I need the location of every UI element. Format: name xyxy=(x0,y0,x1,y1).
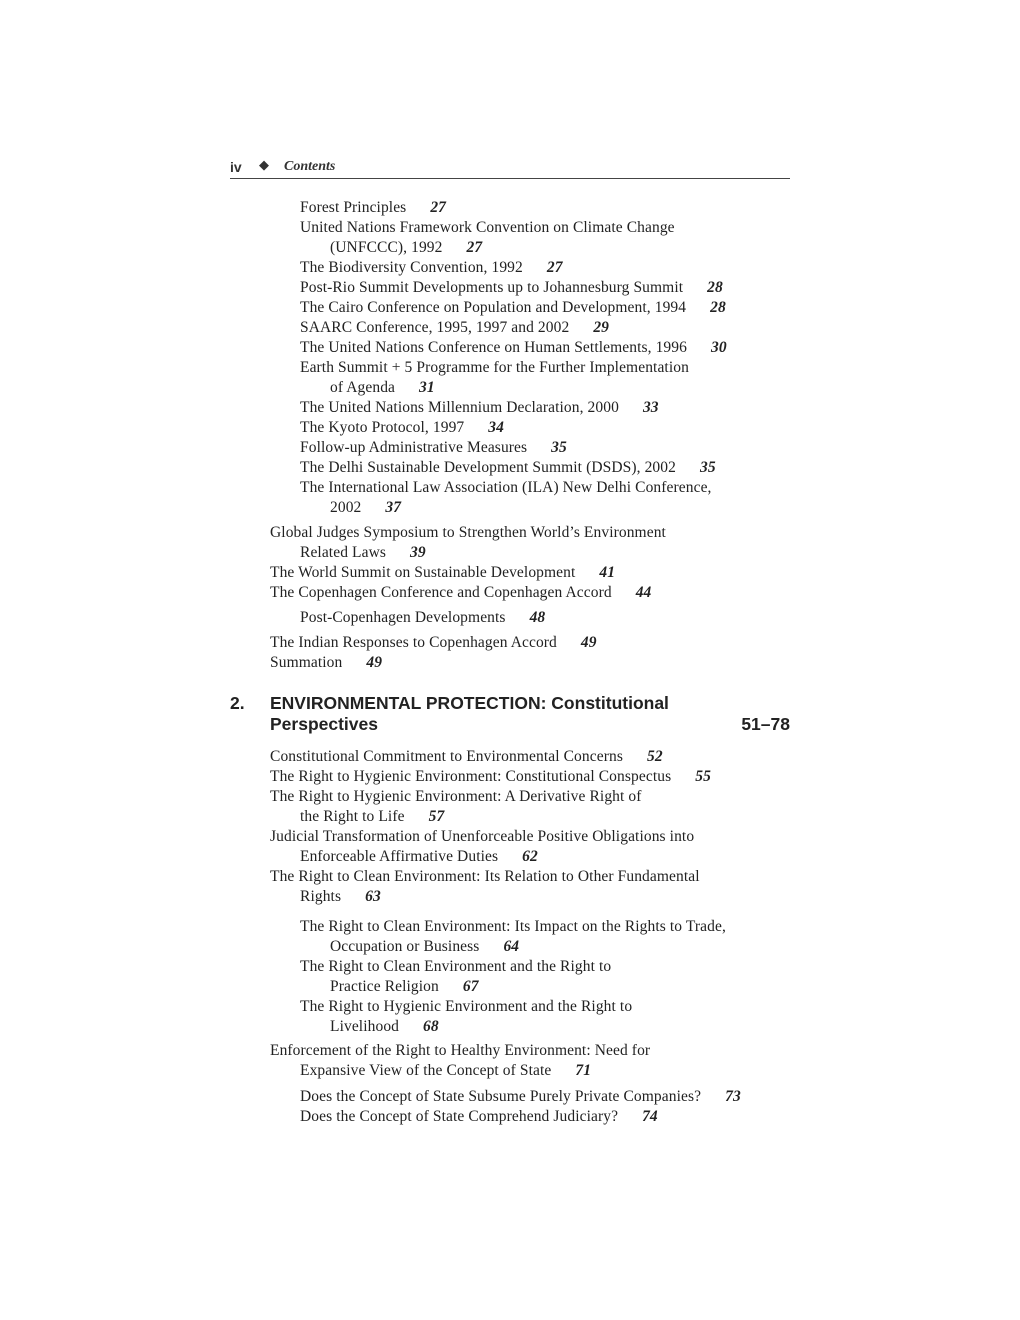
toc-entry-page: 49 xyxy=(580,634,597,651)
toc-entry xyxy=(300,418,504,438)
toc-entry-text: Enforcement of the Right to Healthy Environment: Need for xyxy=(270,1042,651,1059)
toc-entry xyxy=(300,338,727,358)
toc-entry-page: 71 xyxy=(575,1062,592,1079)
toc-entry-continuation xyxy=(300,1061,591,1081)
toc-entry-continuation xyxy=(300,543,426,563)
toc-entry xyxy=(300,917,726,937)
toc-entry-page: 35 xyxy=(551,439,567,456)
toc-entry xyxy=(300,278,723,298)
toc-entry xyxy=(300,1087,741,1107)
toc-entry-page: 30 xyxy=(710,339,727,356)
toc-entry xyxy=(270,787,642,807)
toc-entry xyxy=(300,198,446,218)
toc-entry-continuation xyxy=(300,807,444,827)
toc-entry-text: Constitutional Commitment to Environmental Concerns xyxy=(270,748,623,765)
toc-entry-page: 57 xyxy=(428,808,445,825)
toc-entry-text: Expansive View of the Concept of State xyxy=(300,1062,552,1079)
toc-entry xyxy=(300,997,632,1017)
toc-entry-page: 44 xyxy=(635,584,652,601)
toc-entry-text: Earth Summit + 5 Programme for the Further Implementation xyxy=(300,359,689,376)
diamond-separator-icon: ◆ xyxy=(259,158,269,173)
toc-entry xyxy=(300,1107,658,1127)
toc-entry-page: 31 xyxy=(419,379,435,396)
chapter-number: 2. xyxy=(230,693,245,713)
toc-entry-text: 2002 xyxy=(330,499,362,516)
toc-entry-text: The Biodiversity Convention, 1992 xyxy=(300,259,523,276)
toc-entry-page: 55 xyxy=(695,768,711,785)
toc-entry-continuation xyxy=(300,887,381,907)
toc-entry-text: The Delhi Sustainable Development Summit (DSDS), 2002 xyxy=(300,459,676,476)
toc-entry-text: The International Law Association (ILA) New Delhi Conference, xyxy=(300,479,712,496)
toc-entry-page: 28 xyxy=(710,299,726,316)
toc-entry-page: 39 xyxy=(410,544,426,561)
toc-entry xyxy=(270,563,615,583)
toc-entry-text: Post-Rio Summit Developments up to Johannesburg Summit xyxy=(300,279,684,296)
toc-entry-page: 68 xyxy=(423,1018,439,1035)
chapter-page-range: 51–78 xyxy=(741,714,790,734)
toc-entry-text: Livelihood xyxy=(330,1018,400,1035)
toc-entry-page: 33 xyxy=(642,399,659,416)
toc-entry xyxy=(270,633,597,653)
toc-entry-text: The Right to Hygienic Environment: A Derivative Right of xyxy=(270,788,642,805)
toc-entry-page: 64 xyxy=(503,938,520,955)
toc-entry xyxy=(270,827,694,847)
toc-entry-text: (UNFCCC), 1992 xyxy=(330,239,443,256)
toc-entry-continuation xyxy=(330,977,479,997)
toc-entry-continuation xyxy=(330,937,519,957)
toc-entry-text: Global Judges Symposium to Strengthen World’s Environment xyxy=(270,524,666,541)
toc-entry-page: 27 xyxy=(466,239,483,256)
toc-entry-page: 29 xyxy=(593,319,610,336)
toc-entry xyxy=(300,608,545,628)
running-header xyxy=(230,158,790,179)
toc-entry-page: 34 xyxy=(488,419,504,436)
toc-entry-page: 63 xyxy=(365,888,381,905)
toc-entry-continuation xyxy=(330,498,401,518)
toc-entry-page: 73 xyxy=(725,1088,741,1105)
toc-entry xyxy=(300,957,611,977)
toc-entry xyxy=(270,653,382,673)
toc-entry xyxy=(270,747,663,767)
toc-entry-text: The Copenhagen Conference and Copenhagen Accord xyxy=(270,584,612,601)
toc-entry xyxy=(300,358,689,378)
toc-entry-page: 62 xyxy=(522,848,538,865)
toc-entry xyxy=(270,583,651,603)
toc-entry-text: The Cairo Conference on Population and Development, 1994 xyxy=(300,299,687,316)
toc-entry-text: The World Summit on Sustainable Development xyxy=(270,564,576,581)
chapter-title-line2: Perspectives xyxy=(270,714,378,734)
toc-entry-page: 27 xyxy=(546,259,563,276)
chapter-title-line1: ENVIRONMENTAL PROTECTION: Constitutional xyxy=(270,693,669,713)
toc-entry-continuation xyxy=(330,238,482,258)
toc-entry-text: Occupation or Business xyxy=(330,938,480,955)
toc-entry-text: Summation xyxy=(270,654,343,671)
toc-entry-page: 48 xyxy=(529,609,546,626)
toc-entry-page: 49 xyxy=(366,654,383,671)
toc-entry-page: 35 xyxy=(699,459,716,476)
toc-entry-text: United Nations Framework Convention on Climate Change xyxy=(300,219,675,236)
toc-entry xyxy=(300,298,726,318)
toc-entry-text: Does the Concept of State Comprehend Judiciary? xyxy=(300,1108,619,1125)
toc-entry xyxy=(270,523,666,543)
toc-entry-text: Judicial Transformation of Unenforceable Positive Obligations into xyxy=(270,828,695,845)
toc-entry xyxy=(300,478,712,498)
toc-entry xyxy=(300,398,659,418)
toc-entry-text: The Right to Hygienic Environment: Constitutional Conspectus xyxy=(270,768,672,785)
toc-entry xyxy=(300,258,563,278)
toc-entry-page: 27 xyxy=(430,199,447,216)
toc-entry-text: Enforceable Affirmative Duties xyxy=(300,848,499,865)
toc-entry-text: The Right to Hygienic Environment and the Right to xyxy=(300,998,633,1015)
toc-entry-text: the Right to Life xyxy=(300,808,405,825)
toc-entry-page: 37 xyxy=(385,499,402,516)
toc-entry-page: 67 xyxy=(462,978,479,995)
toc-entry-text: SAARC Conference, 1995, 1997 and 2002 xyxy=(300,319,570,336)
toc-entry-text: Rights xyxy=(300,888,342,905)
toc-entry-text: Related Laws xyxy=(300,544,386,561)
toc-entry-page: 74 xyxy=(642,1108,658,1125)
toc-entry-page: 52 xyxy=(646,748,663,765)
toc-entry-text: Post-Copenhagen Developments xyxy=(300,609,506,626)
toc-entry-continuation xyxy=(300,847,538,867)
toc-entry-text: The Right to Clean Environment: Its Relation to Other Fundamental xyxy=(270,868,700,885)
toc-entry-page: 41 xyxy=(599,564,616,581)
toc-entry xyxy=(300,318,609,338)
toc-entry-text: The United Nations Millennium Declaration, 2000 xyxy=(300,399,619,416)
toc-entry-text: The Right to Clean Environment: Its Impact on the Rights to Trade, xyxy=(300,918,726,935)
toc-entry xyxy=(270,867,700,887)
toc-entry-text: Does the Concept of State Subsume Purely Private Companies? xyxy=(300,1088,702,1105)
toc-entry-text: of Agenda xyxy=(330,379,396,396)
toc-entry xyxy=(300,458,716,478)
toc-entry-text: The Kyoto Protocol, 1997 xyxy=(300,419,465,436)
toc-entry xyxy=(270,1041,650,1061)
toc-entry-continuation xyxy=(330,378,435,398)
toc-entry-text: Forest Principles xyxy=(300,199,407,216)
toc-entry-text: The Right to Clean Environment and the Right to xyxy=(300,958,612,975)
toc-entry-page: 28 xyxy=(707,279,723,296)
toc-entry-text: The Indian Responses to Copenhagen Accord xyxy=(270,634,557,651)
toc-entry-continuation xyxy=(330,1017,439,1037)
toc-entry xyxy=(300,438,567,458)
running-title: Contents xyxy=(284,159,336,174)
toc-entry-text: Follow-up Administrative Measures xyxy=(300,439,528,456)
page-folio: iv xyxy=(230,159,242,175)
toc-entry xyxy=(300,218,675,238)
toc-entry xyxy=(270,767,711,787)
toc-entry-text: Practice Religion xyxy=(330,978,439,995)
toc-entry-text: The United Nations Conference on Human Settlements, 1996 xyxy=(300,339,687,356)
